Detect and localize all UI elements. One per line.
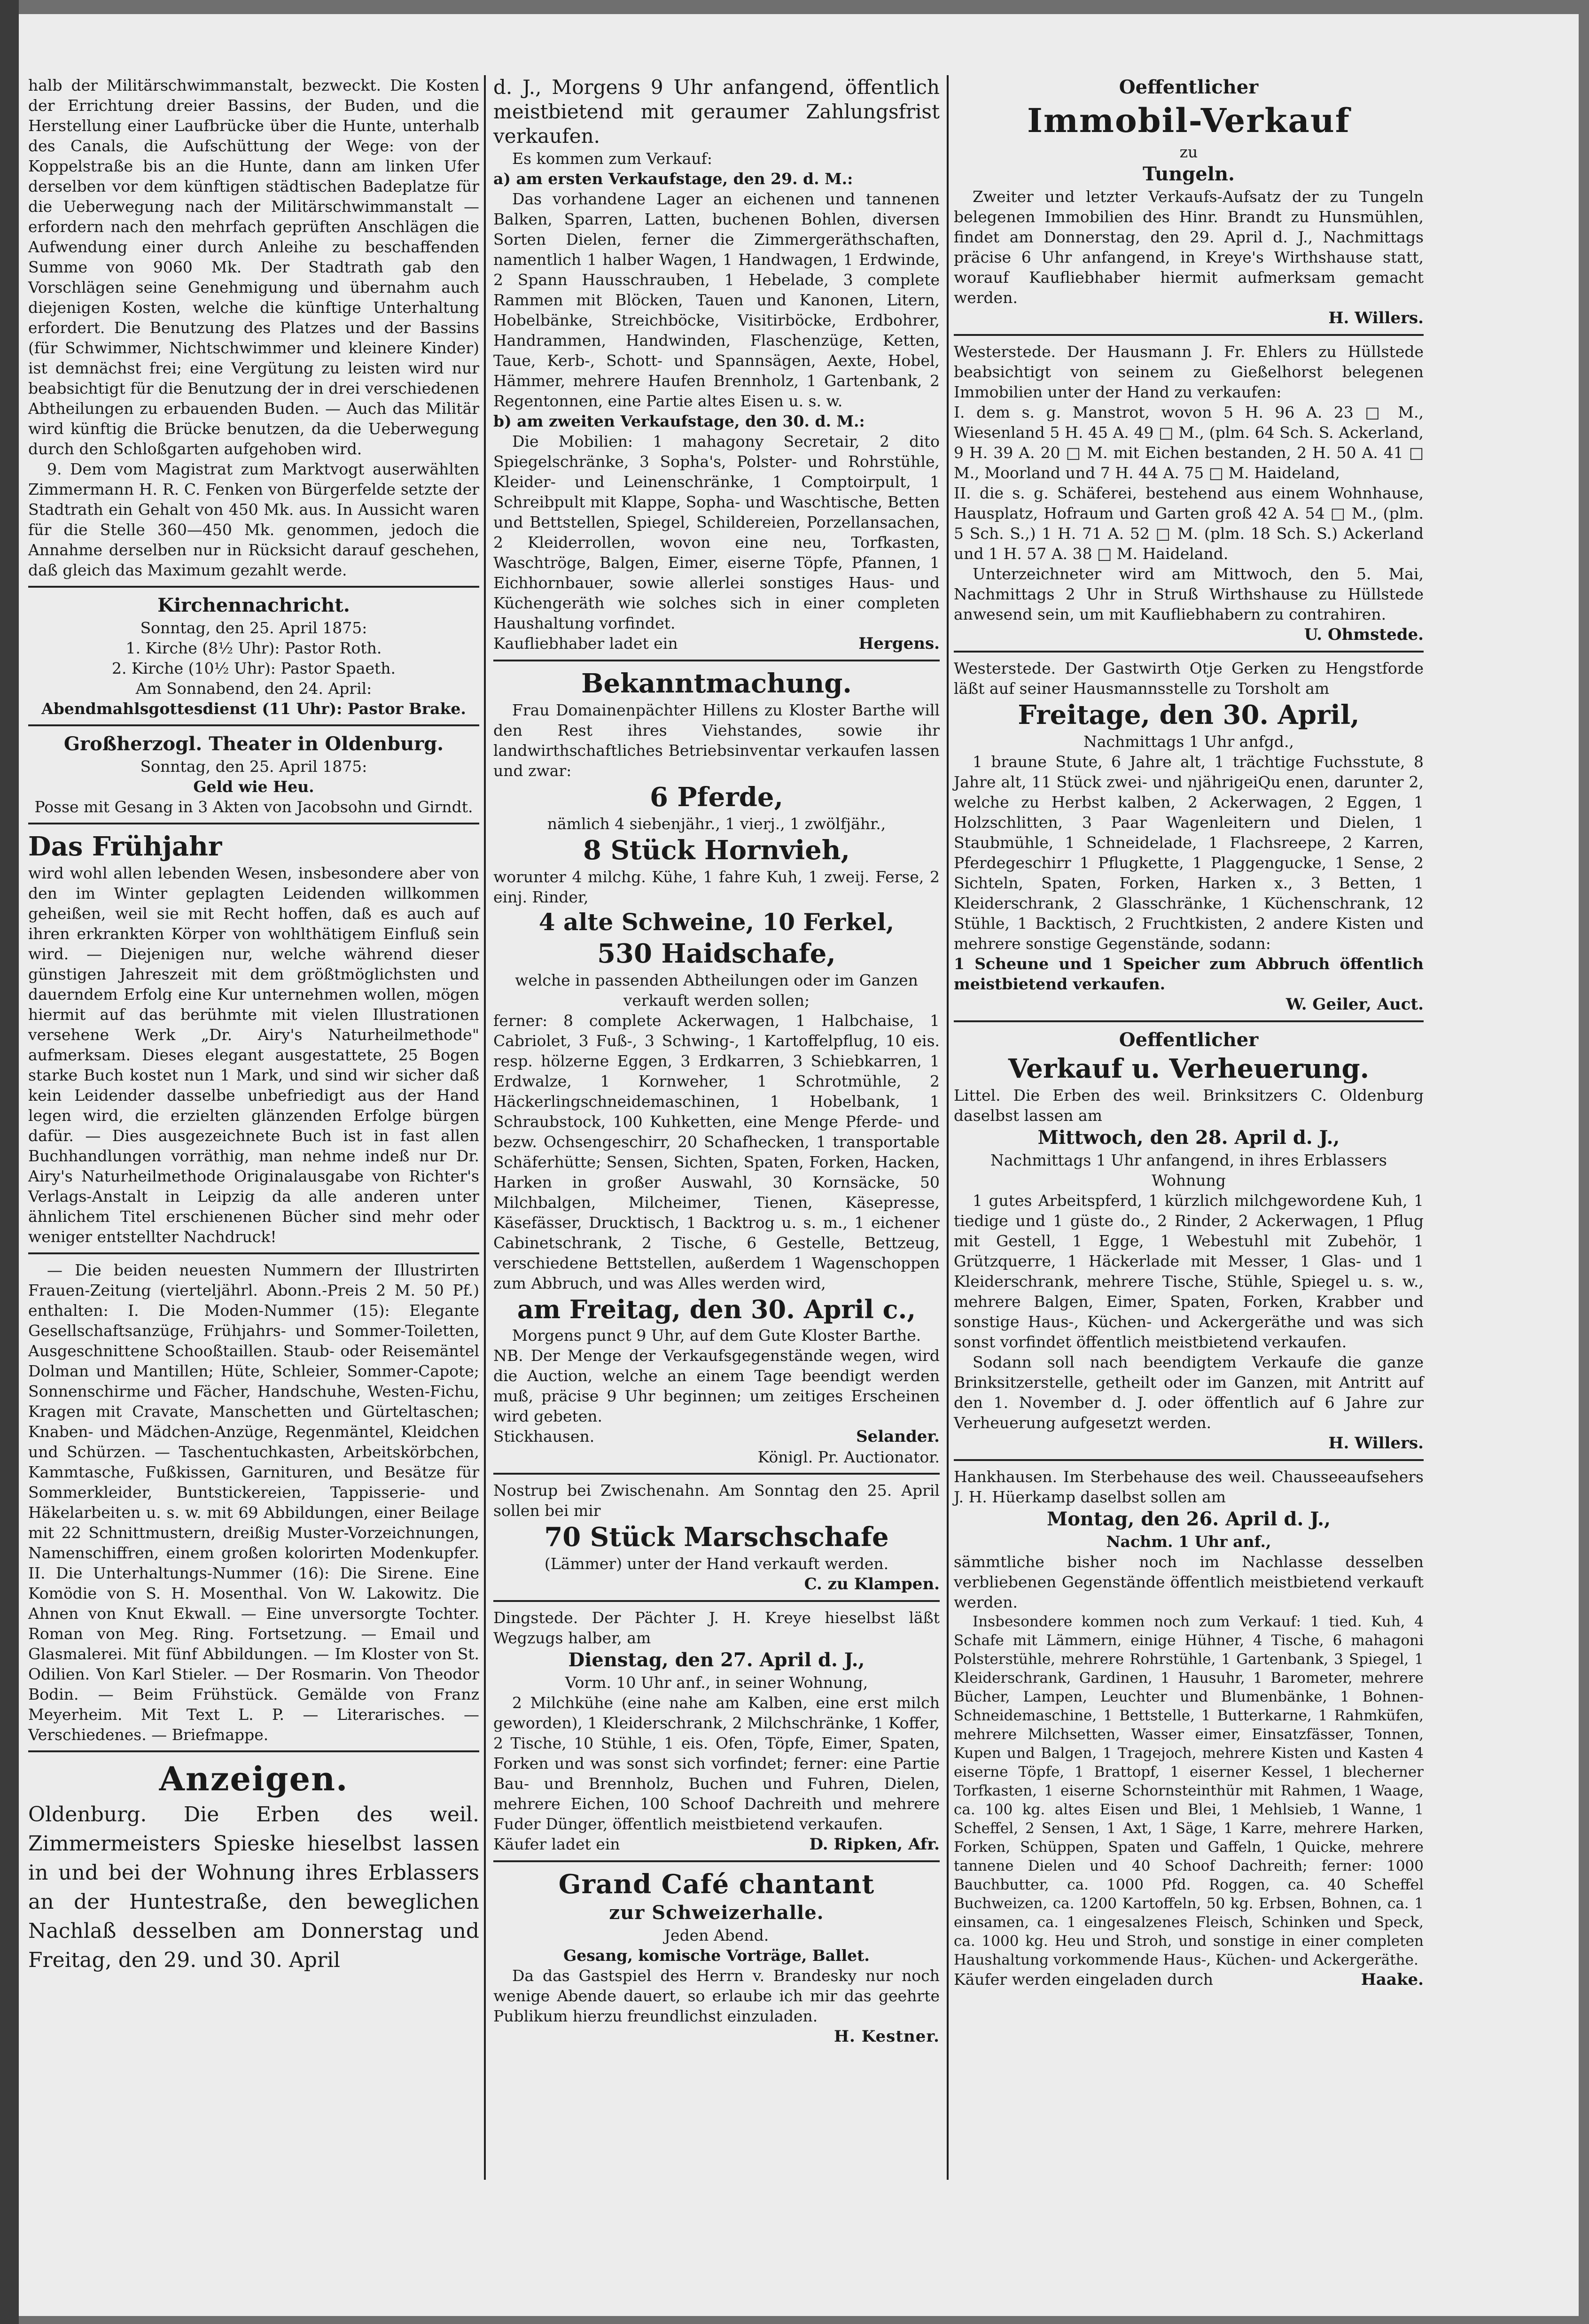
date-note: Nachmittags 1 Uhr anfgd., [1083,732,1294,751]
marschschafe-heading: 70 Stück Marschschafe [544,1522,889,1553]
signature-row [493,1426,940,1447]
westerstede-list-item: I. dem s. g. Manstrot, wovon 5 H. 96 A. 23 □ M., Wiesenland 5 H. 45 A. 49 □ M., (plm. 64 Sch. S. Ackerland, 9 H. 39 A. 20 □ M. mit Eichen bestanden, 2 H. 50 A. 41 □ M., Moorland und 7 H. 44 A. 75 □ M. Haideland, [954,403,1424,482]
theater-line: Sonntag, den 25. April 1875: [140,757,367,776]
page-edge [0,0,19,2324]
grand-cafe-title: Grand Café chantant [558,1869,875,1900]
verkauf-heading: Verkauf u. Verheuerung. [1008,1053,1370,1084]
anzeigen-text: Oldenburg. Die Erben des weil. Zimmermeisters Spieske hieselbst lassen in und bei der Wohnung ihres Erblassers an der Huntestraße, den beweglichen Nachlaß desselben am Donnerstag und Freitag, den 29. und 30. April [28,1803,479,1972]
date-heading: Montag, den 26. April d. J., [1046,1508,1331,1530]
signature-title: Königl. Pr. Auctionator. [757,1448,940,1466]
newspaper-page [19,14,1579,2316]
signature-label: Käufer werden eingeladen durch [954,1970,1214,1989]
scheune-line: 1 Scheune und 1 Speicher zum Abbruch öffentlich meistbietend verkaufen. [954,955,1424,993]
anzeigen-title: Anzeigen. [159,1759,349,1798]
date-note: Nachmittags 1 Uhr anfangend, in ihres Erblassers Wohnung [990,1151,1387,1189]
kirchen-line: Abendmahlsgottesdienst (11 Uhr): Pastor Brake. [41,700,466,718]
fruehjahr-title: Das Frühjahr [28,831,222,862]
date-heading: am Freitag, den 30. April c., [517,1294,916,1324]
littel-text: Littel. Die Erben des weil. Brinksitzers C. Oldenburg daselbst lassen am [954,1086,1424,1125]
sale-day-text: Das vorhandene Lager an eichenen und tannenen Balken, Sparren, Latten, buchenen Bohlen, diversen Sorten Dielen, ferner die Zimmergeräthschaften, namentlich 1 halber Wagen, 1 Handwagen, 1 Erdwinde, 2 Spann Hausschrauben, 1 Hebelade, 3 complete Rammen mit Blöcken, Tauen und Kanonen, Litern, Hobelbänke, Streichböcke, Visitirböcke, Erdbohrer, Handrammen, Handwinden, Flaschenzüge, Ketten, Taue, Kerb-, Schott- und Spannsägen, Aexte, Hobel, Hämmer, mehrere Haufen Brennholz, 1 Gartenbank, 2 Regentonnen, eine Partie altes Eisen u. s. w. [493,190,940,410]
signature-label: Käufer ladet ein [493,1835,620,1853]
divider [28,724,479,726]
divider [493,660,940,661]
littel-text: Sodann soll nach beendigtem Verkaufe die ganze Brinksitzerstelle, getheilt oder im Ganzen, mit Antritt auf den 1. November d. J. oder öffentlich auf 6 Jahre zur Verheuerung aufgesetzt werden. [954,1353,1424,1432]
divider [28,823,479,824]
kirchen-line: Sonntag, den 25. April 1875: [140,619,367,637]
oeffentlicher-heading: Oeffentlicher [1119,1029,1259,1051]
dingstede-text: Dingstede. Der Pächter J. H. Kreye hieselbst läßt Wegzugs halber, am [493,1609,940,1647]
signature: W. Geiler, Auct. [1285,995,1424,1014]
article-paragraph: halb der Militärschwimmanstalt, bezweckt. Die Kosten der Errichtung dreier Bassins, der Buden, und die Herstellung einer Laufbrücke über die Hunte, unterhalb des Canals, die Aufschüttung der Wege: von der Koppelstraße bis an die Hunte, dann am linken Ufer derselben vor dem künftigen städtischen Badeplatze für die Ueberwegung nach der Militärschwimmanstalt — erfordern nach den mehrfach geprüften Anschlägen die Aufwendung einer durch Anleihe zu beschaffenden Summe von 9060 Mk. Der Stadtrath gab den Vorschlägen seine Genehmigung und übernahm auch diejenigen Kosten, welche die künftige Unterhaltung erfordert. Die Benutzung des Platzes und der Bassins (für Schwimmer, Nichtschwimmer und kleinere Kinder) ist demnächst frei; eine Vergütung zu leisten wird nur beabsichtigt für die Benutzung der in drei verschiedenen Abtheilungen zu erbauenden Buden. — Auch das Militär wird künftig die Brücke benutzen, da die Ueberwegung durch den Schloßgarten aufgehoben wird. [28,76,479,458]
signature-label: Kaufliebhaber ladet ein [493,634,678,653]
column-middle [493,75,940,2047]
divider [493,1473,940,1475]
grand-cafe-text: Da das Gastspiel des Herrn v. Brandesky nur noch wenige Abende dauert, so erlaube ich mir das geehrte Publikum hierzu freundlichst einzuladen. [493,1966,940,2025]
westerstede-list-item: II. die s. g. Schäferei, bestehend aus einem Wohnhause, Hausplatz, Hofraum und Garten groß 42 A. 54 □ M., (plm. 5 Sch. S.,) 1 H. 71 A. 52 □ M. (plm. 18 Sch. S.) Ackerland und 1 H. 57 A. 38 □ M. Haideland. [954,484,1424,563]
bekanntmachung-title: Bekanntmachung. [581,668,852,699]
item-note: welche in passenden Abtheilungen oder im Ganzen verkauft werden sollen; [515,971,918,1010]
column-rule [947,75,949,2180]
kirchen-line: 1. Kirche (8½ Uhr): Pastor Roth. [125,639,382,657]
bekanntmachung-intro: Frau Domainenpächter Hillens zu Kloster Barthe will den Rest ihres Viehstandes, sowie ihr landwirthschaftliches Betriebsinventar verkaufen lassen und zwar: [493,701,940,780]
divider [493,1860,940,1862]
signature-place: Stickhausen. [493,1427,595,1446]
signature: H. Kestner. [833,2027,940,2046]
signature: C. zu Klampen. [804,1575,940,1593]
article-paragraph: Es kommen zum Verkauf: [512,149,713,168]
nb-note: NB. Der Menge der Verkaufsgegenstände wegen, wird die Auction, welche an einem Tage beendigt werden muß, präcise 9 Uhr beginnen; um zeitiges Erscheinen wird gebeten. [493,1346,940,1425]
column-rule [484,75,486,2180]
column-right [954,75,1424,1990]
sale-day-text: Die Mobilien: 1 mahagony Secretair, 2 dito Spiegelschränke, 3 Sopha's, Polster- und Rohrstühle, Kleider- und Leinenschränke, 1 Comptoirpult, 1 Schreibpult mit Klappe, Sopha- und Waschtische, Betten und Bettstellen, Spiegel, Schildereien, Porzellansachen, 2 Kleiderrollen, wovon eine neu, Torfkasten, Waschtröge, Balgen, Eimer, eiserne Töpfe, Pfannen, 1 Eichhornbauer, sowie allerlei sonstiges Haus- und Küchengeräth wie solches sich in einer completen Haushaltung vorfindet. [493,432,940,632]
date-note: Morgens punct 9 Uhr, auf dem Gute Kloster Barthe. [512,1326,921,1345]
signature: Hergens. [858,634,940,653]
theater-title: Großherzogl. Theater in Oldenburg. [63,733,444,755]
signature: Haake. [1361,1970,1424,1989]
inventory-list: 1 gutes Arbeitspferd, 1 kürzlich milchgewordene Kuh, 1 tiedige und 1 güste do., 2 Rinder, 2 Ackerwagen, 1 Pflug mit Gestell, 1 Egge, 1 Webestuhl mit Zubehör, 1 Grützquerre, 1 Häckerlade mit Messer, 1 Glas- und 1 Kleiderschrank, mehrere Tische, Stühle, Spiegel u. s. w., mehrere Balgen, Eimer, Spaten, Forken, Krabber und sonstige Haus-, Küchen- und Ackergeräthe und was sich sonst vorfindet öffentlich meistbietend verkaufen. [954,1191,1424,1351]
kirchen-line: Am Sonnabend, den 24. April: [135,679,372,698]
grand-cafe-line: Jeden Abend. [664,1926,769,1944]
zu-label: zu [1179,143,1198,161]
sale-day-title: b) am zweiten Verkaufstage, den 30. d. M.: [493,412,865,430]
westerstede-text: Unterzeichneter wird am Mittwoch, den 5. Mai, Nachmittags 2 Uhr in Struß Wirthshause zu Hüllstede anwesend sein, um mit Kaufliebhabern zu contrahiren. [954,565,1424,623]
tungeln-text: Zweiter und letzter Verkaufs-Aufsatz der zu Tungeln belegenen Immobilien des Hinr. Brandt zu Hunsmühlen, findet am Donnerstag, den 29. April d. J., Nachmittags präcise 6 Uhr anfangend, in Kreye's Wirthshause statt, worauf Kaufliebhaber hiermit aufmerksam gemacht werden. [954,187,1424,307]
item-heading: 8 Stück Hornvieh, [583,835,850,866]
signature: Selander. [856,1427,940,1446]
dingstede-list: 2 Milchkühe (eine nahe am Kalben, eine erst milch geworden), 1 Kleiderschrank, 2 Milchschränke, 1 Koffer, 2 Tische, 10 Stühle, 1 eis. Ofen, Töpfe, Eimer, Spaten, Forken und was sonst sich vorfindet; ferner: eine Partie Bau- und Brennholz, Buchen und Fuhren, Dielen, mehrere Eichen, 100 Schoof Dachreith und mehrere Fuder Dünger, öffentlich meistbietend verkaufen. [493,1694,940,1833]
date-note: Nachm. 1 Uhr anf., [1106,1532,1271,1551]
place-heading: Tungeln. [1143,163,1235,185]
inventory-list: 1 braune Stute, 6 Jahre alt, 1 trächtige Fuchsstute, 8 Jahre alt, 11 Stück zwei- und njährigeiQu enen, darunter 2, welche zu Herbst kalben, 2 Ackerwagen, 2 Eggen, 1 Holzschlitten, 3 Paar Wagenleitern und Dielen, 1 Staubmühle, 1 Schneidelade, 1 Flachsreepe, 2 Karren, Pferdegeschirr 1 Pflugkette, 1 Plaggengucke, 1 Sense, 2 Sichteln, Spaten, Forken, Harken x., 3 Betten, 1 Kleiderschrank, 2 Glasschränke, 1 Küchenschrank, 12 Stühle, 1 Backtisch, 2 Fruchtkisten, 2 andere Kisten und mehrere sonstige Gegenstände, sodann: [954,753,1424,953]
signature: D. Ripken, Afr. [809,1835,940,1854]
item-heading: 4 alte Schweine, 10 Ferkel, [538,908,895,936]
signature: H. Willers. [1328,1434,1424,1453]
signature: H. Willers. [1328,309,1424,327]
grand-cafe-subtitle: zur Schweizerhalle. [609,1902,824,1924]
date-heading: Freitage, den 30. April, [1018,700,1360,731]
item-note: worunter 4 milchg. Kühe, 1 fahre Kuh, 1 zweij. Ferse, 2 einj. Rinder, [493,868,940,906]
hankhausen-text: Hankhausen. Im Sterbehause des weil. Chausseeaufsehers J. H. Hüerkamp daselbst sollen am [954,1468,1424,1506]
kirchen-title: Kirchennachricht. [157,594,350,616]
fruehjahr-text: wird wohl allen lebenden Wesen, insbesondere aber von den im Winter geplagten Leidenden willkommen geheißen, weil sie mit Recht hoffen, daß es auch auf ihren erkrankten Körper von wohlthätigem Einfluß sein wird. — Diejenigen nur, welche während dieser günstigen Jahreszeit mit dem größtmöglichsten und dauerndem Erfolg eine Kur unternehmen wollen, mögen hiermit auf das berühmte mit vielen Illustrationen versehene Werk „Dr. Airy's Naturheilmethode" aufmerksam. Dieses elegant ausgestattete, 25 Bogen starke Buch kostet nun 1 Mark, und sind wir sicher daß kein Leidender dasselbe unbefriedigt aus der Hand legen wird, die erzielten glänzenden Erfolge bürgen dafür. — Dies ausgezeichnete Buch ist in fast allen Buchhandlungen vorräthig, man nehme indeß nur Dr. Airy's Naturheilmethode Originalausgabe von Richter's Verlags-Anstalt in Leipzig da alle anderen unter ähnlichem Titel erschienenen Bücher sind mehr oder weniger entstellter Nachdruck! [28,864,479,1246]
item-heading: 6 Pferde, [649,782,784,813]
item-note: nämlich 4 siebenjähr., 1 vierj., 1 zwölfjähr., [547,815,886,833]
article-paragraph: d. J., Morgens 9 Uhr anfangend, öffentlich meistbietend mit geraumer Zahlungsfrist verkaufen. [493,76,940,148]
divider [28,586,479,588]
item-heading: 530 Haidschafe, [597,938,836,969]
inventory-list: Insbesondere kommen noch zum Verkauf: 1 tied. Kuh, 4 Schafe mit Lämmern, einige Hühner, 4 Tische, 6 mahagoni Polsterstühle, mehrere Rohrstühle, 1 Gartenbank, 3 Spiegel, 1 Kleiderschrank, Gardinen, 1 Hausuhr, 1 Barometer, mehrere Bücher, Lampen, Leuchter und Blumenbänke, 1 Bohnen-Schneidemaschine, 1 Bettstelle, 1 Butterkarne, 1 Rahmküfen, mehrere Milchsetten, Wasser eimer, Einsatzfässer, Tonnen, Kupen und Balgen, 1 Tragejoch, mehrere Kisten und Kasten 4 eiserne Töpfe, 1 Brattopf, 1 eiserner Kessel, 1 blecherner Torfkasten, 1 eiserne Schornsteinthür mit Rahmen, 1 Waage, ca. 100 kg. altes Eisen und Blei, 1 Mehlsieb, 1 Wanne, 1 Scheffel, 2 Sensen, 1 Axt, 1 Säge, 1 Karre, mehrere Harken, Forken, Schüppen, Spaten und Gaffeln, 1 Quicke, mehrere tannene Dielen und 40 Schoof Dachreith; ferner: 1000 Bauchbutter, ca. 1000 Pfd. Roggen, ca. 40 Scheffel Buchweizen, ca. 1200 Kartoffeln, 50 kg. Erbsen, Bohnen, ca. 1 einsamen, ca. 1 eingesalzenes Fleisch, Schinken und Speck, ca. 1000 kg. Heu und Stroh, und sonstige in einer completen Haushaltung vorkommende Haus-, Küchen- und Ackergeräthe. [954,1613,1424,1968]
divider [954,651,1424,653]
immobil-verkauf-heading: Immobil-Verkauf [1027,101,1350,140]
kirchen-line: 2. Kirche (10½ Uhr): Pastor Spaeth. [111,659,396,677]
westerstede-text: Westerstede. Der Hausmann J. Fr. Ehlers zu Hüllstede beabsichtigt von seinem zu Gießelhorst belegenen Immobilien unter der Hand zu verkaufen: [954,342,1424,401]
sale-day-title: a) am ersten Verkaufstage, den 29. d. M.: [493,170,853,188]
article-paragraph: 9. Dem vom Magistrat zum Marktvogt auserwählten Zimmermann H. R. C. Fenken von Bürgerfelde setzte der Stadtrath ein Gehalt von 450 Mk. aus. In Aussicht waren für die Stelle 360—450 Mk. genommen, jedoch die Annahme derselben nur in Rücksicht darauf geschehen, daß gleich das Maximum gezahlt werde. [28,460,479,579]
signature-row [493,633,940,654]
hankhausen-text: sämmtliche bisher noch im Nachlasse desselben verbliebenen Gegenstände öffentlich meistbietend verkauft werden. [954,1553,1424,1611]
theater-line: Posse mit Gesang in 3 Akten von Jacobsohn und Girndt. [34,798,473,816]
westerstede2-text: Westerstede. Der Gastwirth Otje Gerken zu Hengstforde läßt auf seiner Hausmannsstelle zu Torsholt am [954,659,1424,698]
signature-row [954,1969,1424,1990]
date-heading: Dienstag, den 27. April d. J., [568,1649,865,1671]
oeffentlicher-heading: Oeffentlicher [1119,76,1259,98]
nostrup-text: Nostrup bei Zwischenahn. Am Sonntag den 25. April sollen bei mir [493,1481,940,1520]
date-note: Vorm. 10 Uhr anf., in seiner Wohnung, [565,1673,868,1692]
theater-line: Geld wie Heu. [193,777,314,796]
grand-cafe-line: Gesang, komische Vorträge, Ballet. [563,1946,870,1965]
divider [954,1459,1424,1461]
marschschafe-note: (Lämmer) unter der Hand verkauft werden. [544,1555,889,1573]
divider [954,334,1424,336]
anzeigen-block [28,1800,479,1975]
inventory-list: ferner: 8 complete Ackerwagen, 1 Halbchaise, 1 Cabriolet, 3 Fuß-, 3 Schwing-, 1 Kartoffelpflug, 10 eis. resp. hölzerne Eggen, 3 Erdkarren, 3 Schiebkarren, 1 Erdwalze, 1 Kornweher, 1 Schrotmühle, 2 Häckerlingschneidemaschinen, 1 Hobelbank, 1 Schraubstock, 100 Kuhketten, eine Menge Pferde- und bezw. Ochsengeschirr, 20 Schafhecken, 1 transportable Schäferhütte; Sensen, Sichten, Spaten, Forken, Hacken, Harken in großer Auswahl, 30 Kornsäcke, 50 Milchbalgen, Milcheimer, Tienen, Käsepresse, Käsefässer, Drucktisch, 1 Backtrog u. s. m., 1 eichener Cabinetschrank, 2 Tische, 6 Gestelle, Bettzeug, verschiedene Bettstellen, außerdem 1 Wagenschoppen zum Abbruch, und was Alles werden wird, [493,1011,940,1292]
divider [954,1020,1424,1022]
divider [28,1252,479,1254]
signature-row [493,1834,940,1855]
divider [493,1600,940,1602]
divider [28,1750,479,1752]
signature: U. Ohmstede. [1304,625,1424,644]
frauen-zeitung-text: — Die beiden neuesten Nummern der Illustrirten Frauen-Zeitung (vierteljährl. Abonn.-Preis 2 M. 50 Pf.) enthalten: I. Die Moden-Nummer (15): Elegante Gesellschaftsanzüge, Frühjahrs- und Sommer-Toiletten, Ausgeschnittene Schooßtaillen. Staub- oder Reisemäntel Dolman und Mantillen; Hüte, Schleier, Sommer-Capote; Sonnenschirme und Fächer, Handschuhe, Westen-Fichu, Kragen mit Cravate, Manschetten und Gürteltaschen; Knaben- und Mädchen-Anzüge, Regenmäntel, Kleidchen und Schürzen. — Taschentuchkasten, Arbeitskörbchen, Kammtasche, Fußkissen, Garnituren, und Besätze für Sommerkleider, Buntstickereien, Tappisserie- und Häkelarbeiten u. s. w. mit 69 Abbildungen, einer Beilage mit 22 Schnittmustern, dreißig Muster-Vorzeichnungen, Namenschiffren, einem großen kolorirten Modenkupfer. II. Die Unterhaltungs-Nummer (16): Die Sirene. Eine Komödie von S. H. Mosenthal. Von W. Lakowitz. Die Ahnen von Knut Ekwall. — Eine unversorgte Tochter. Roman von Meg. Ring. Fortsetzung. — Email und Glasmalerei. Mit fünf Abbildungen. — Im Kloster von St. Odilien. Von Karl Stieler. — Der Rosmarin. Von Theodor Bodin. — Beim Frühstück. Gemälde von Franz Meyerheim. Mit Text L. P. — Literarisches. — Verschiedenes. — Briefmappe. [28,1261,479,1744]
column-left [28,75,479,1975]
date-heading: Mittwoch, den 28. April d. J., [1037,1127,1340,1149]
